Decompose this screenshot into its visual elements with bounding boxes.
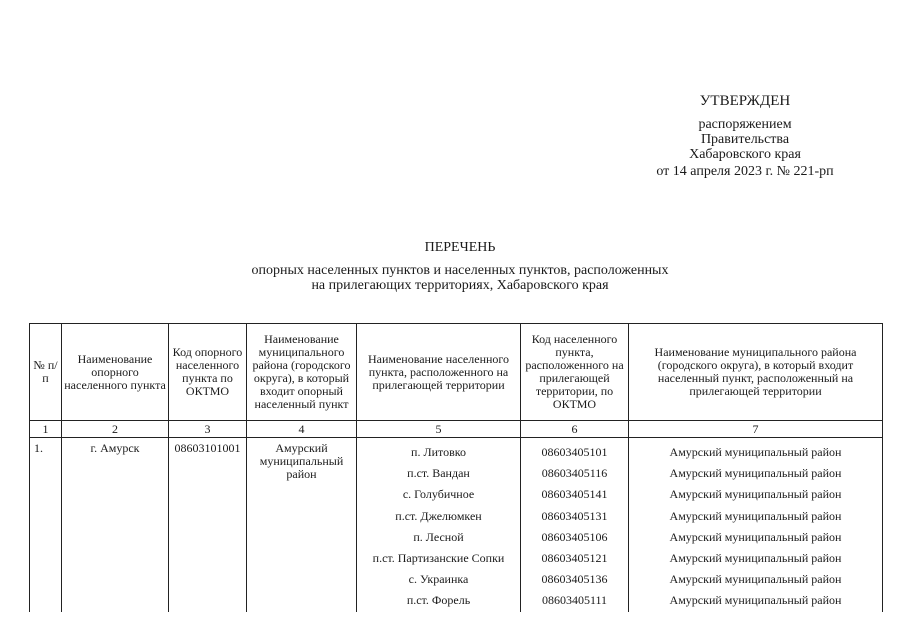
- adjacent-settlement-district: Амурский муниципальный район: [629, 569, 883, 590]
- approval-stamp: [620, 94, 870, 179]
- column-header: Наименование муниципального района (городского округа), в который входит опорный населенный пункт: [247, 324, 357, 421]
- adjacent-settlement-code: 08603405116: [521, 463, 629, 484]
- adjacent-settlement-code: 08603405111: [521, 590, 629, 611]
- approval-line: распоряжением: [698, 117, 792, 132]
- adjacent-settlement-code: 08603405141: [521, 484, 629, 505]
- column-number-row: [30, 421, 883, 438]
- column-header: Код населенного пункта, расположенного на прилегающей территории, по ОКТМО: [521, 324, 629, 421]
- column-header: Наименование населенного пункта, расположенного на прилегающей территории: [357, 324, 521, 421]
- column-number: 7: [629, 421, 883, 438]
- adjacent-settlement-district: Амурский муниципальный район: [629, 590, 883, 611]
- table-row: [30, 438, 883, 464]
- approval-line: Хабаровского края: [689, 147, 801, 162]
- anchor-settlement-district: Амурский муниципальный район: [247, 438, 357, 612]
- adjacent-settlement-district: Амурский муниципальный район: [629, 463, 883, 484]
- column-number: 5: [357, 421, 521, 438]
- adjacent-settlement-name: п.ст. Джелюмкен: [357, 506, 521, 527]
- adjacent-settlement-name: п.ст. Партизанские Сопки: [357, 548, 521, 569]
- adjacent-settlement-name: п. Литовко: [357, 438, 521, 464]
- adjacent-settlement-district: Амурский муниципальный район: [629, 527, 883, 548]
- column-number: 2: [62, 421, 169, 438]
- anchor-settlement-code: 08603101001: [169, 438, 247, 612]
- column-header: Наименование муниципального района (городского округа), в который входит населенный пункт, расположенный на прилегающей территории: [629, 324, 883, 421]
- column-number: 1: [30, 421, 62, 438]
- adjacent-settlement-district: Амурский муниципальный район: [629, 506, 883, 527]
- adjacent-settlement-district: Амурский муниципальный район: [629, 548, 883, 569]
- adjacent-settlement-code: 08603405131: [521, 506, 629, 527]
- column-number: 3: [169, 421, 247, 438]
- row-number: 1.: [30, 438, 62, 612]
- adjacent-settlement-district: Амурский муниципальный район: [629, 438, 883, 464]
- column-header: Код опорного населенного пункта по ОКТМО: [169, 324, 247, 421]
- column-number: 6: [521, 421, 629, 438]
- document-title: ПЕРЕЧЕНЬ: [424, 240, 496, 255]
- adjacent-settlement-name: п.ст. Вандан: [357, 463, 521, 484]
- adjacent-settlement-code: 08603405101: [521, 438, 629, 464]
- document-subtitle: на прилегающих территориях, Хабаровского края: [311, 278, 609, 293]
- adjacent-settlement-code: 08603405121: [521, 548, 629, 569]
- column-header: Наименование опорного населенного пункта: [62, 324, 169, 421]
- anchor-settlement-name: г. Амурск: [62, 438, 169, 612]
- document-title-block: [160, 240, 760, 293]
- adjacent-settlement-district: Амурский муниципальный район: [629, 484, 883, 505]
- adjacent-settlement-code: 08603405106: [521, 527, 629, 548]
- table-header-row: [30, 324, 883, 421]
- column-header: № п/п: [30, 324, 62, 421]
- column-number: 4: [247, 421, 357, 438]
- adjacent-settlement-name: с. Украинка: [357, 569, 521, 590]
- approval-line: Правительства: [700, 132, 790, 147]
- adjacent-settlement-name: п.ст. Форель: [357, 590, 521, 611]
- document-subtitle: опорных населенных пунктов и населенных пунктов, расположенных: [251, 263, 669, 278]
- adjacent-settlement-name: с. Голубичное: [357, 484, 521, 505]
- adjacent-settlement-name: п. Лесной: [357, 527, 521, 548]
- approval-date: от 14 апреля 2023 г. № 221-рп: [656, 164, 834, 179]
- settlements-table: [29, 323, 883, 612]
- approval-heading: УТВЕРЖДЕН: [699, 93, 791, 109]
- adjacent-settlement-code: 08603405136: [521, 569, 629, 590]
